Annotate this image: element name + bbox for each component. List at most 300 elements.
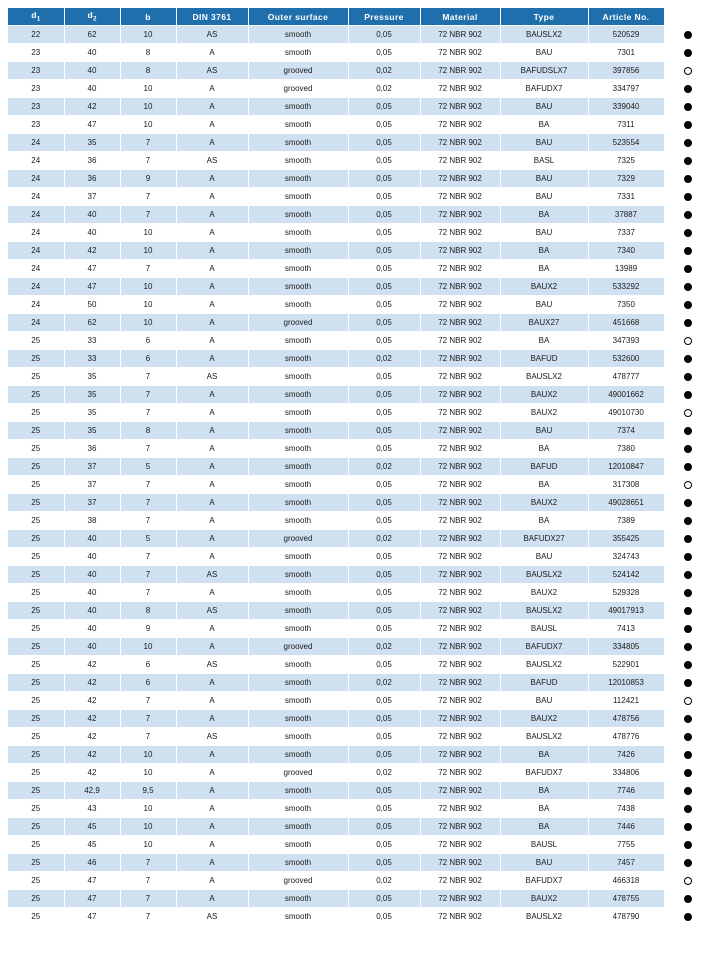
cell-type: BAFUD [500,458,588,476]
circle-filled-icon [684,157,692,165]
cell-din: AS [176,26,248,44]
cell-b: 10 [120,98,176,116]
availability-marker [664,368,712,386]
cell-type: BAUSLX2 [500,908,588,926]
cell-type: BAUSLX2 [500,368,588,386]
circle-filled-icon [684,175,692,183]
cell-d1: 25 [8,332,64,350]
cell-d2: 42 [64,764,120,782]
cell-outer-surface: grooved [248,764,348,782]
availability-marker [664,170,712,188]
cell-d1: 25 [8,674,64,692]
circle-filled-icon [684,49,692,57]
availability-marker [664,116,712,134]
cell-type: BAUX2 [500,404,588,422]
cell-type: BAFUDSLX7 [500,62,588,80]
cell-pressure: 0,05 [348,584,420,602]
cell-d1: 25 [8,818,64,836]
cell-d2: 40 [64,62,120,80]
cell-article-no: 466318 [588,872,664,890]
table-row [8,242,712,260]
cell-din: AS [176,368,248,386]
cell-b: 7 [120,494,176,512]
cell-outer-surface: smooth [248,278,348,296]
cell-b: 7 [120,404,176,422]
circle-filled-icon [684,787,692,795]
table-row [8,278,712,296]
circle-outline-icon [684,697,692,705]
column-header-b: b [120,8,176,26]
cell-din: A [176,854,248,872]
cell-din: A [176,494,248,512]
cell-type: BAUSLX2 [500,656,588,674]
cell-din: A [176,80,248,98]
cell-pressure: 0,02 [348,872,420,890]
cell-d1: 25 [8,530,64,548]
circle-filled-icon [684,661,692,669]
cell-material: 72 NBR 902 [420,98,500,116]
table-row [8,692,712,710]
cell-outer-surface: smooth [248,188,348,206]
cell-b: 10 [120,638,176,656]
availability-marker [664,530,712,548]
cell-type: BA [500,116,588,134]
cell-d2: 62 [64,26,120,44]
cell-type: BA [500,818,588,836]
cell-din: A [176,512,248,530]
table-row [8,800,712,818]
cell-d2: 38 [64,512,120,530]
cell-pressure: 0,05 [348,782,420,800]
cell-outer-surface: smooth [248,224,348,242]
cell-d2: 40 [64,80,120,98]
cell-type: BAU [500,98,588,116]
availability-marker [664,836,712,854]
cell-b: 10 [120,224,176,242]
cell-outer-surface: smooth [248,692,348,710]
cell-outer-surface: smooth [248,260,348,278]
cell-material: 72 NBR 902 [420,818,500,836]
circle-outline-icon [684,67,692,75]
cell-article-no: 524142 [588,566,664,584]
cell-type: BAUX2 [500,710,588,728]
cell-d2: 40 [64,530,120,548]
cell-d1: 25 [8,692,64,710]
table-row [8,818,712,836]
availability-marker [664,728,712,746]
table-row [8,98,712,116]
cell-type: BAU [500,44,588,62]
cell-article-no: 532600 [588,350,664,368]
cell-din: A [176,170,248,188]
cell-pressure: 0,05 [348,404,420,422]
cell-material: 72 NBR 902 [420,224,500,242]
cell-din: A [176,350,248,368]
cell-pressure: 0,05 [348,170,420,188]
column-header-d1-subscript: 1 [36,16,41,23]
cell-d1: 23 [8,80,64,98]
cell-pressure: 0,05 [348,656,420,674]
cell-d2: 50 [64,296,120,314]
cell-article-no: 522901 [588,656,664,674]
cell-din: AS [176,566,248,584]
availability-marker [664,692,712,710]
cell-outer-surface: grooved [248,872,348,890]
circle-filled-icon [684,679,692,687]
cell-pressure: 0,05 [348,422,420,440]
cell-type: BAFUD [500,350,588,368]
availability-marker [664,242,712,260]
cell-article-no: 339040 [588,98,664,116]
circle-outline-icon [684,481,692,489]
cell-d1: 25 [8,584,64,602]
cell-d1: 25 [8,656,64,674]
circle-filled-icon [684,211,692,219]
cell-type: BA [500,782,588,800]
table-row [8,548,712,566]
cell-b: 10 [120,800,176,818]
cell-article-no: 37887 [588,206,664,224]
cell-type: BAUSLX2 [500,566,588,584]
cell-din: A [176,620,248,638]
availability-marker [664,674,712,692]
cell-b: 7 [120,260,176,278]
cell-type: BAU [500,692,588,710]
table-row [8,62,712,80]
circle-filled-icon [684,31,692,39]
cell-type: BAUX2 [500,386,588,404]
circle-filled-icon [684,355,692,363]
cell-b: 7 [120,206,176,224]
cell-article-no: 7340 [588,242,664,260]
column-header-material: Material [420,8,500,26]
table-row [8,512,712,530]
cell-material: 72 NBR 902 [420,890,500,908]
cell-material: 72 NBR 902 [420,278,500,296]
cell-outer-surface: smooth [248,134,348,152]
circle-filled-icon [684,553,692,561]
circle-filled-icon [684,607,692,615]
cell-d2: 35 [64,134,120,152]
cell-d2: 47 [64,278,120,296]
cell-din: A [176,332,248,350]
cell-outer-surface: smooth [248,890,348,908]
cell-d2: 40 [64,638,120,656]
cell-article-no: 7457 [588,854,664,872]
cell-pressure: 0,05 [348,620,420,638]
cell-din: A [176,296,248,314]
cell-type: BAUX2 [500,494,588,512]
availability-marker [664,44,712,62]
cell-pressure: 0,05 [348,314,420,332]
cell-type: BAU [500,134,588,152]
cell-material: 72 NBR 902 [420,872,500,890]
cell-pressure: 0,05 [348,206,420,224]
availability-marker [664,206,712,224]
cell-type: BAUX2 [500,890,588,908]
cell-pressure: 0,05 [348,512,420,530]
circle-filled-icon [684,589,692,597]
cell-b: 10 [120,278,176,296]
table-row [8,44,712,62]
cell-outer-surface: smooth [248,782,348,800]
circle-filled-icon [684,103,692,111]
cell-material: 72 NBR 902 [420,494,500,512]
cell-d1: 25 [8,854,64,872]
cell-din: AS [176,152,248,170]
cell-pressure: 0,05 [348,908,420,926]
cell-pressure: 0,02 [348,674,420,692]
column-header-type: Type [500,8,588,26]
cell-din: A [176,584,248,602]
cell-b: 6 [120,674,176,692]
circle-filled-icon [684,913,692,921]
cell-pressure: 0,05 [348,836,420,854]
cell-outer-surface: smooth [248,368,348,386]
cell-outer-surface: grooved [248,314,348,332]
cell-material: 72 NBR 902 [420,674,500,692]
cell-material: 72 NBR 902 [420,368,500,386]
availability-marker [664,548,712,566]
table-row [8,656,712,674]
cell-type: BA [500,440,588,458]
cell-outer-surface: smooth [248,152,348,170]
availability-marker [664,890,712,908]
table-row [8,836,712,854]
cell-pressure: 0,05 [348,332,420,350]
cell-material: 72 NBR 902 [420,512,500,530]
cell-material: 72 NBR 902 [420,800,500,818]
availability-marker [664,152,712,170]
circle-filled-icon [684,427,692,435]
cell-din: A [176,116,248,134]
table-row [8,854,712,872]
cell-din: A [176,674,248,692]
column-header-pressure: Pressure [348,8,420,26]
cell-b: 9 [120,170,176,188]
cell-d1: 24 [8,242,64,260]
cell-d1: 25 [8,800,64,818]
cell-din: A [176,404,248,422]
table-row [8,890,712,908]
circle-filled-icon [684,841,692,849]
cell-b: 7 [120,548,176,566]
circle-outline-icon [684,877,692,885]
cell-outer-surface: smooth [248,512,348,530]
cell-type: BA [500,476,588,494]
cell-d1: 25 [8,638,64,656]
cell-din: A [176,188,248,206]
cell-d1: 25 [8,908,64,926]
cell-d1: 25 [8,566,64,584]
cell-b: 7 [120,908,176,926]
cell-d2: 37 [64,494,120,512]
cell-article-no: 520529 [588,26,664,44]
cell-type: BAUSLX2 [500,602,588,620]
cell-type: BAUSL [500,620,588,638]
cell-outer-surface: smooth [248,26,348,44]
cell-b: 9,5 [120,782,176,800]
table-row [8,728,712,746]
cell-d2: 42 [64,692,120,710]
cell-outer-surface: smooth [248,800,348,818]
table-row [8,440,712,458]
cell-outer-surface: grooved [248,80,348,98]
cell-article-no: 317308 [588,476,664,494]
cell-material: 72 NBR 902 [420,314,500,332]
cell-b: 8 [120,422,176,440]
cell-b: 6 [120,656,176,674]
availability-marker [664,656,712,674]
cell-pressure: 0,02 [348,458,420,476]
availability-marker [664,98,712,116]
cell-outer-surface: smooth [248,440,348,458]
cell-pressure: 0,05 [348,224,420,242]
cell-pressure: 0,05 [348,494,420,512]
cell-article-no: 49001662 [588,386,664,404]
availability-marker [664,404,712,422]
cell-din: A [176,548,248,566]
table-row [8,152,712,170]
cell-article-no: 451668 [588,314,664,332]
cell-din: A [176,242,248,260]
availability-marker [664,584,712,602]
availability-marker [664,512,712,530]
cell-b: 7 [120,152,176,170]
cell-article-no: 478755 [588,890,664,908]
cell-d1: 24 [8,188,64,206]
cell-pressure: 0,05 [348,854,420,872]
cell-din: A [176,98,248,116]
table-row [8,404,712,422]
table-row [8,746,712,764]
table-row [8,116,712,134]
cell-d1: 25 [8,782,64,800]
circle-filled-icon [684,535,692,543]
table-row [8,206,712,224]
cell-din: A [176,386,248,404]
cell-din: A [176,782,248,800]
cell-din: A [176,44,248,62]
cell-d2: 33 [64,350,120,368]
column-header-d1: $d_1$ [8,8,64,26]
cell-type: BAFUD [500,674,588,692]
cell-article-no: 347393 [588,332,664,350]
cell-din: A [176,800,248,818]
cell-article-no: 478776 [588,728,664,746]
circle-filled-icon [684,859,692,867]
cell-d1: 25 [8,620,64,638]
cell-outer-surface: smooth [248,206,348,224]
cell-material: 72 NBR 902 [420,908,500,926]
cell-outer-surface: smooth [248,854,348,872]
cell-d2: 46 [64,854,120,872]
cell-type: BAUX2 [500,584,588,602]
availability-marker [664,278,712,296]
cell-b: 10 [120,314,176,332]
cell-b: 7 [120,476,176,494]
table-row [8,458,712,476]
cell-d2: 42 [64,728,120,746]
cell-material: 72 NBR 902 [420,854,500,872]
cell-pressure: 0,05 [348,296,420,314]
availability-marker [664,134,712,152]
cell-din: A [176,818,248,836]
circle-filled-icon [684,121,692,129]
column-header-din-3761: DIN 3761 [176,8,248,26]
cell-b: 10 [120,116,176,134]
circle-filled-icon [684,823,692,831]
cell-type: BA [500,242,588,260]
cell-b: 7 [120,872,176,890]
cell-din: AS [176,728,248,746]
availability-marker [664,314,712,332]
cell-b: 8 [120,44,176,62]
cell-d1: 25 [8,548,64,566]
cell-outer-surface: smooth [248,404,348,422]
cell-article-no: 7446 [588,818,664,836]
cell-material: 72 NBR 902 [420,152,500,170]
cell-outer-surface: smooth [248,620,348,638]
cell-b: 6 [120,332,176,350]
cell-b: 10 [120,836,176,854]
cell-din: AS [176,656,248,674]
cell-d2: 42 [64,674,120,692]
cell-d2: 40 [64,44,120,62]
cell-article-no: 324743 [588,548,664,566]
cell-type: BAFUDX7 [500,872,588,890]
table-row [8,710,712,728]
cell-b: 5 [120,530,176,548]
cell-d1: 24 [8,170,64,188]
cell-din: A [176,746,248,764]
cell-article-no: 7389 [588,512,664,530]
circle-filled-icon [684,751,692,759]
cell-d2: 40 [64,620,120,638]
cell-article-no: 533292 [588,278,664,296]
cell-article-no: 478790 [588,908,664,926]
cell-d1: 25 [8,350,64,368]
cell-type: BA [500,800,588,818]
table-row [8,530,712,548]
cell-d2: 40 [64,224,120,242]
cell-type: BAU [500,854,588,872]
table-row [8,170,712,188]
table-row [8,260,712,278]
circle-outline-icon [684,409,692,417]
table-row [8,332,712,350]
cell-type: BA [500,260,588,278]
cell-pressure: 0,05 [348,890,420,908]
cell-article-no: 355425 [588,530,664,548]
cell-pressure: 0,02 [348,350,420,368]
cell-d2: 42 [64,98,120,116]
availability-marker [664,872,712,890]
cell-material: 72 NBR 902 [420,44,500,62]
circle-filled-icon [684,805,692,813]
cell-pressure: 0,05 [348,566,420,584]
cell-material: 72 NBR 902 [420,260,500,278]
circle-filled-icon [684,283,692,291]
cell-din: A [176,710,248,728]
cell-pressure: 0,05 [348,242,420,260]
circle-filled-icon [684,463,692,471]
circle-filled-icon [684,265,692,273]
cell-d1: 24 [8,224,64,242]
cell-outer-surface: smooth [248,494,348,512]
cell-b: 7 [120,386,176,404]
cell-article-no: 112421 [588,692,664,710]
